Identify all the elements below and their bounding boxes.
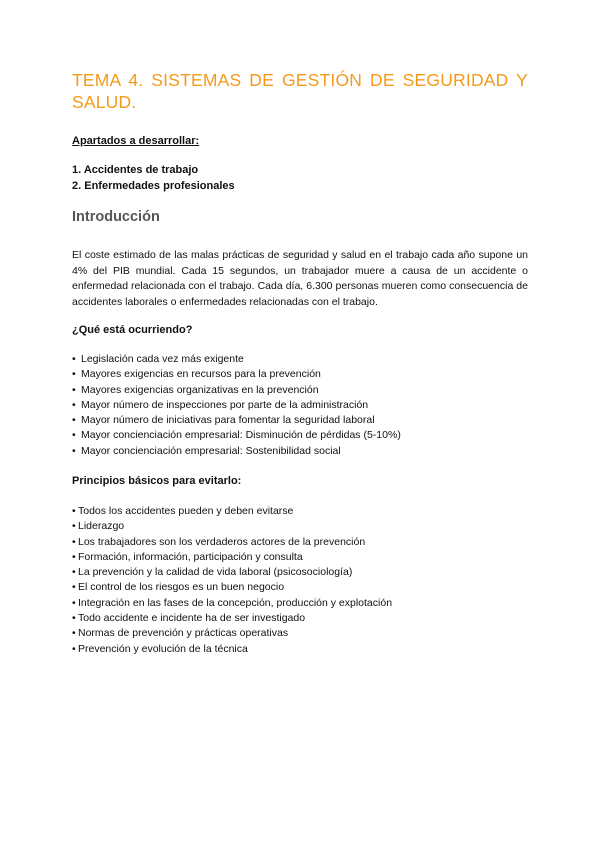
bullet-icon: • [72, 596, 76, 609]
list-item: • Mayores exigencias organizativas en la prevención [72, 383, 401, 398]
bullet-icon: • [72, 581, 76, 594]
section-item: 1. Accidentes de trabajo [72, 164, 199, 176]
sections-heading: Apartados a desarrollar: [72, 135, 200, 147]
sections-list [72, 163, 235, 194]
list-item: • Los trabajadores son los verdaderos actores de la prevención [72, 535, 392, 550]
bullet-icon: • [72, 398, 76, 411]
list-item: • Legislación cada vez más exigente [72, 352, 401, 367]
what-is-happening-heading: ¿Qué está ocurriendo? [72, 324, 193, 336]
list-item: • Normas de prevención y prácticas operativas [72, 626, 392, 641]
bullet-icon: • [72, 612, 76, 625]
bullet-icon: • [72, 505, 76, 517]
bullet-icon: • [72, 383, 76, 396]
list-item: • Integración en las fases de la concepción, producción y explotación [72, 596, 392, 611]
bullet-icon: • [72, 550, 76, 563]
bullet-icon: • [72, 566, 76, 579]
intro-paragraph: El coste estimado de las malas prácticas de seguridad y salud en el trabajo cada año supone un 4% del PIB mundial. Cada 15 segundos, un trabajador muere a causa de un accidente o enfermedad relacionada con el trabajo. Cada día, 6.300 personas mueren como consecuencia de accidentes laborales o enfermedades relacionadas con el trabajo. [72, 249, 528, 308]
bullet-icon: • [72, 429, 76, 442]
list-item: • Mayor número de inspecciones por parte de la administración [72, 398, 401, 413]
bullet-icon: • [72, 642, 76, 655]
list-item: • Liderazgo [72, 519, 392, 534]
list-item: • Mayor concienciación empresarial: Disminución de pérdidas (5-10%) [72, 428, 401, 443]
list-item: • Mayor número de iniciativas para fomentar la seguridad laboral [72, 413, 401, 428]
intro-heading: Introducción [72, 209, 160, 225]
list-item: • Todos los accidentes pueden y deben evitarse [72, 504, 392, 519]
bullet-icon: • [72, 444, 76, 457]
bullet-icon: • [72, 520, 76, 533]
what-is-happening-list [72, 352, 401, 459]
bullet-icon: • [72, 535, 76, 548]
list-item: • Mayores exigencias en recursos para la prevención [72, 367, 401, 382]
bullet-icon: • [72, 414, 76, 427]
list-item: • Mayor concienciación empresarial: Sostenibilidad social [72, 444, 401, 459]
list-item: • Formación, información, participación y consulta [72, 550, 392, 565]
document-title: TEMA 4. SISTEMAS DE GESTIÓN DE SEGURIDAD Y SALUD. [72, 70, 528, 112]
list-item: • El control de los riesgos es un buen negocio [72, 580, 392, 595]
bullet-icon: • [72, 353, 76, 365]
list-item: • La prevención y la calidad de vida laboral (psicosociología) [72, 565, 392, 580]
bullet-icon: • [72, 627, 76, 640]
list-item: • Todo accidente e incidente ha de ser investigado [72, 611, 392, 626]
list-item: • Prevención y evolución de la técnica [72, 642, 392, 657]
principles-heading: Principios básicos para evitarlo: [72, 475, 242, 487]
section-item: 2. Enfermedades profesionales [72, 179, 235, 192]
principles-list [72, 504, 392, 657]
bullet-icon: • [72, 368, 76, 381]
